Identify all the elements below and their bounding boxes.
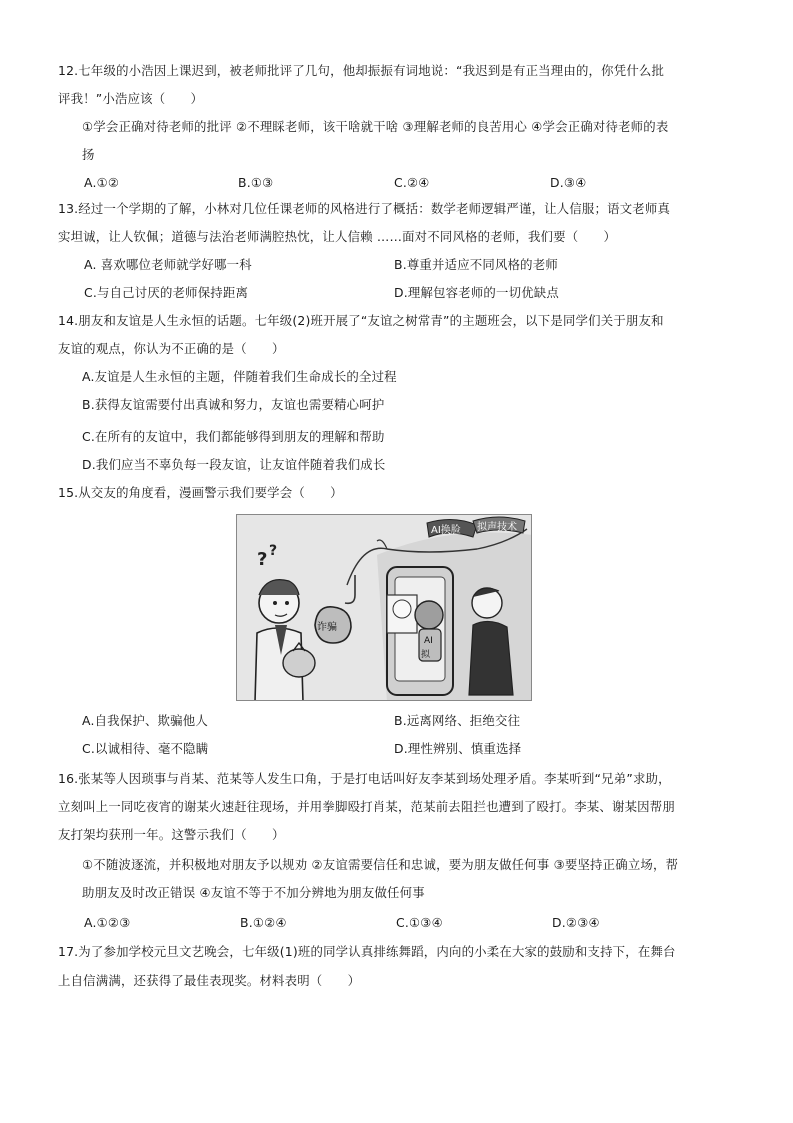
q15-option-c[interactable]: C.以诚相待、毫不隐瞒 — [82, 741, 209, 756]
q17-stem-line2: 上自信满满，还获得了最佳表现奖。材料表明（ ） — [58, 973, 361, 988]
q16-stem-line2: 立刻叫上一同吃夜宵的谢某火速赶往现场，并用拳脚殴打肖某，范某前去阻拦也遭到了殴打。李某、谢某因帮朋 — [58, 799, 675, 814]
q15-stem: 15.从交友的角度看，漫画警示我们要学会（ ） — [58, 485, 343, 500]
q13-stem-line2: 实坦诚，让人钦佩；道德与法治老师满腔热忱，让人信赖 ……面对不同风格的老师，我们要（ ） — [58, 229, 617, 244]
q12-option-d[interactable]: D.③④ — [550, 175, 587, 190]
q13-stem-line1: 13.经过一个学期的了解，小林对几位任课老师的风格进行了概括：数学老师逻辑严谨，让人信服；语文老师真 — [58, 201, 671, 216]
cartoon-drawing — [237, 515, 532, 701]
q16-stem-line1: 16.张某等人因琐事与肖某、范某等人发生口角，于是打电话叫好友李某到场处理矛盾。李某听到“兄弟”求助， — [58, 771, 671, 786]
svg-text:?: ? — [257, 549, 268, 570]
q12-option-c[interactable]: C.②④ — [394, 175, 430, 190]
q14-stem-line1: 14.朋友和友谊是人生永恒的话题。七年级(2)班开展了“友谊之树常青”的主题班会，以下是同学们关于朋友和 — [58, 313, 664, 328]
q13-option-c[interactable]: C.与自己讨厌的老师保持距离 — [84, 285, 249, 300]
q12-stem-line1: 12.七年级的小浩因上课迟到，被老师批评了几句，他却振振有词地说：“我迟到是有正当理由的，你凭什么批 — [58, 63, 665, 78]
q12-stem-line2: 评我！”小浩应该（ ） — [58, 91, 204, 106]
q16-stem-line3: 友打架均获刑一年。这警示我们（ ） — [58, 827, 285, 842]
q16-items-line1: ①不随波逐流，并积极地对朋友予以规劝 ②友谊需要信任和忠诚，要为朋友做任何事 ③要坚持正确立场，帮 — [82, 857, 679, 872]
cartoon-label-ai: AI — [424, 636, 433, 646]
q14-option-d[interactable]: D.我们应当不辜负每一段友谊，让友谊伴随着我们成长 — [82, 457, 386, 472]
q16-items-line2: 助朋友及时改正错误 ④友谊不等于不加分辨地为朋友做任何事 — [82, 885, 425, 900]
q17-stem-line1: 17.为了参加学校元旦文艺晚会，七年级(1)班的同学认真排练舞蹈，内向的小柔在大家的鼓励和支持下，在舞台 — [58, 944, 676, 959]
cartoon-label-fraud: 诈骗 — [317, 622, 337, 633]
cartoon-label-ai-face: AI换脸 — [431, 525, 461, 536]
q12-items-line1: ①学会正确对待老师的批评 ②不理睬老师，该干啥就干啥 ③理解老师的良苦用心 ④学会正确对待老师的表 — [82, 119, 669, 134]
q14-option-b[interactable]: B.获得友谊需要付出真诚和努力，友谊也需要精心呵护 — [82, 397, 385, 412]
q13-option-b[interactable]: B.尊重并适应不同风格的老师 — [394, 257, 558, 272]
q13-option-d[interactable]: D.理解包容老师的一切优缺点 — [394, 285, 559, 300]
q12-option-b[interactable]: B.①③ — [238, 175, 274, 190]
cartoon-label-simulate: 拟 — [421, 650, 431, 660]
q16-option-a[interactable]: A.①②③ — [84, 915, 131, 930]
q13-option-a[interactable]: A. 喜欢哪位老师就学好哪一科 — [84, 257, 252, 272]
q15-option-d[interactable]: D.理性辨别、慎重选择 — [394, 741, 522, 756]
q15-option-b[interactable]: B.远离网络、拒绝交往 — [394, 713, 521, 728]
q14-option-c[interactable]: C.在所有的友谊中，我们都能够得到朋友的理解和帮助 — [82, 429, 385, 444]
q14-stem-line2: 友谊的观点，你认为不正确的是（ ） — [58, 341, 285, 356]
svg-text:?: ? — [269, 543, 278, 559]
cartoon-label-voice: 拟声技术 — [477, 522, 517, 533]
q12-option-a[interactable]: A.①② — [84, 175, 120, 190]
q12-items-line2: 扬 — [82, 147, 95, 162]
q16-option-b[interactable]: B.①②④ — [240, 915, 287, 930]
q16-option-d[interactable]: D.②③④ — [552, 915, 600, 930]
q15-option-a[interactable]: A.自我保护、欺骗他人 — [82, 713, 208, 728]
q16-option-c[interactable]: C.①③④ — [396, 915, 443, 930]
q14-option-a[interactable]: A.友谊是人生永恒的主题，伴随着我们生命成长的全过程 — [82, 369, 397, 384]
fraud-cartoon-image — [236, 514, 532, 701]
